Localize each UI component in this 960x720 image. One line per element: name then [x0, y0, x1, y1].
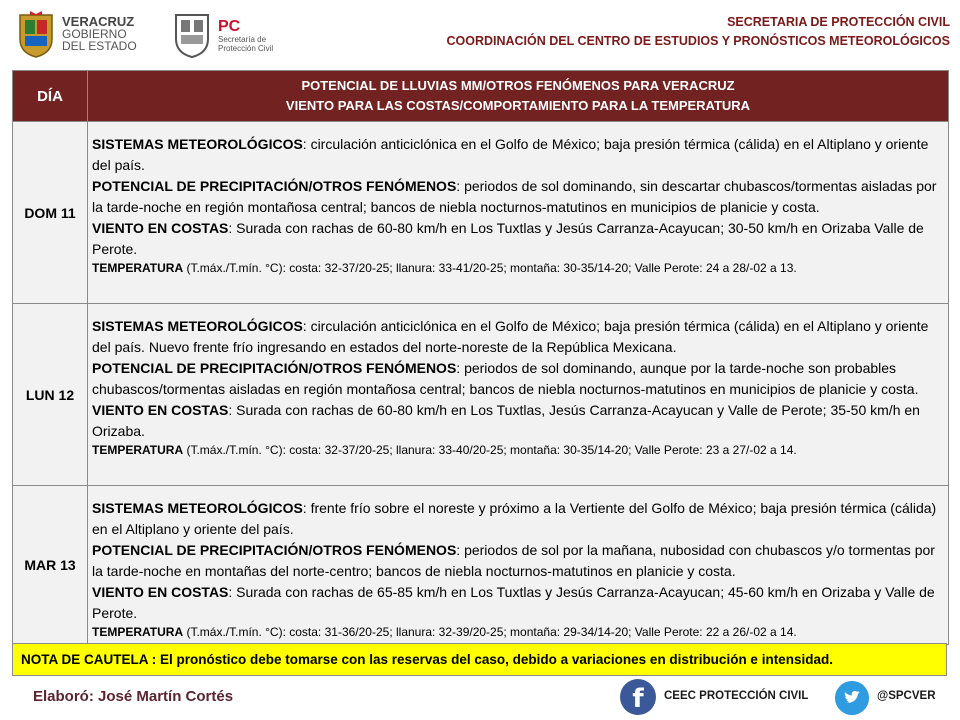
- forecast-cell: [88, 486, 949, 645]
- forecast-cell: [88, 304, 949, 486]
- department-line2: COORDINACIÓN DEL CENTRO DE ESTUDIOS Y PRONÓSTICOS METEOROLÓGICOS: [446, 34, 950, 48]
- label-wind: VIENTO EN COSTAS: [92, 584, 229, 600]
- department-line1: SECRETARIA DE PROTECCIÓN CIVIL: [727, 15, 950, 29]
- label-temp: TEMPERATURA: [92, 625, 184, 639]
- precip-text: : periodos de sol dominando, sin descartar chubascos/tormentas aisladas por la tarde-noche en región montañosa central; bancos de niebla nocturnos-matutinos en municipios de planicie y costa.: [92, 178, 937, 215]
- title-line2: VIENTO PARA LAS COSTAS/COMPORTAMIENTO PARA LA TEMPERATURA: [285, 98, 751, 113]
- label-wind: VIENTO EN COSTAS: [92, 220, 229, 236]
- logo-state-name: VERACRUZ: [62, 14, 135, 29]
- label-precip: POTENCIAL DE PRECIPITACIÓN/OTROS FENÓMENOS: [92, 542, 457, 558]
- author-credit: Elaboró: José Martín Cortés: [33, 688, 234, 705]
- title-line1: POTENCIAL DE LLUVIAS MM/OTROS FENÓMENOS PARA VERACRUZ: [301, 78, 735, 93]
- pc-logo: [172, 10, 292, 60]
- label-precip: POTENCIAL DE PRECIPITACIÓN/OTROS FENÓMENOS: [92, 178, 457, 194]
- label-precip: POTENCIAL DE PRECIPITACIÓN/OTROS FENÓMENOS: [92, 360, 457, 376]
- wind-text: : Surada con rachas de 60-80 km/h en Los Tuxtlas y Jesús Carranza-Acayucan; 30-50 km/h en Orizaba Valle de Perote.: [92, 220, 924, 257]
- label-temp: TEMPERATURA: [92, 443, 184, 457]
- day-cell: LUN 12: [13, 304, 88, 486]
- veracruz-shield-icon: [16, 9, 56, 59]
- pc-shield-icon: [172, 11, 212, 59]
- day-cell: MAR 13: [13, 486, 88, 645]
- temp-text: (T.máx./T.mín. °C): costa: 32-37/20-25; llanura: 33-40/20-25; montaña: 30-35/14-20; Valle Perote: 23 a 27/-02 a 14.: [183, 443, 797, 457]
- column-header-title: [88, 71, 949, 122]
- facebook-icon[interactable]: f: [620, 679, 656, 715]
- table-row: [13, 304, 949, 486]
- table-row: [13, 486, 949, 645]
- temp-text: (T.máx./T.mín. °C): costa: 31-36/20-25; llanura: 32-39/20-25; montaña: 29-34/14-20; Valle Perote: 22 a 26/-02 a 14.: [183, 625, 797, 639]
- precip-text: : periodos de sol por la mañana, nubosidad con chubascos y/o tormentas por la tarde-noche en montañas del norte-centro; bancos de niebla nocturnos-matutinos en planicie y costa.: [92, 542, 935, 579]
- wind-text: : Surada con rachas de 65-85 km/h en Los Tuxtlas y Jesús Carranza-Acayucan; 45-60 km/h en Orizaba y Valle de Perote.: [92, 584, 935, 621]
- label-systems: SISTEMAS METEOROLÓGICOS: [92, 136, 303, 152]
- label-systems: SISTEMAS METEOROLÓGICOS: [92, 318, 303, 334]
- label-systems: SISTEMAS METEOROLÓGICOS: [92, 500, 303, 516]
- day-cell: DOM 11: [13, 122, 88, 304]
- department-title: [446, 13, 950, 51]
- forecast-table: [12, 70, 949, 645]
- page-header: [0, 0, 960, 68]
- forecast-cell: [88, 122, 949, 304]
- table-header-row: [13, 71, 949, 122]
- twitter-icon[interactable]: [835, 681, 869, 715]
- temp-text: (T.máx./T.mín. °C): costa: 32-37/20-25; llanura: 33-41/20-25; montaña: 30-35/14-20; Valle Perote: 24 a 28/-02 a 13.: [183, 261, 797, 275]
- systems-text: : circulación anticiclónica en el Golfo de México; baja presión térmica (cálida) en el Altiplano y oriente del país. Nuevo frente frío ingresando en estados del norte-noreste de la República Mexicana.: [92, 318, 929, 355]
- systems-text: : frente frío sobre el noreste y próximo a la Vertiente del Golfo de México; baja presión térmica (cálida) en el Altiplano y oriente del país.: [92, 500, 937, 537]
- veracruz-logo: [16, 8, 166, 60]
- precip-text: : periodos de sol dominando, aunque por la tarde-noche son probables chubascos/tormentas aisladas en región montañosa central; bancos de niebla nocturnos-matutinos en municipios de planicie y costa.: [92, 360, 919, 397]
- caution-note: NOTA DE CAUTELA : El pronóstico debe tomarse con las reservas del caso, debido a variaciones en distribución e intensidad.: [12, 643, 947, 676]
- pc-acronym: PC: [218, 17, 241, 35]
- label-wind: VIENTO EN COSTAS: [92, 402, 229, 418]
- column-header-day: DÍA: [13, 71, 88, 122]
- logo-line2: GOBIERNO: [62, 27, 127, 41]
- pc-line1: Secretaría de: [218, 34, 267, 44]
- table-row: [13, 122, 949, 304]
- twitter-handle[interactable]: @SPCVER: [877, 690, 936, 702]
- label-temp: TEMPERATURA: [92, 261, 184, 275]
- facebook-link[interactable]: CEEC PROTECCIÓN CIVIL: [664, 690, 809, 702]
- logo-line3: DEL ESTADO: [62, 39, 137, 53]
- pc-line2: Protección Civil: [218, 43, 274, 53]
- systems-text: : circulación anticiclónica en el Golfo de México; baja presión térmica (cálida) en el Altiplano y oriente del país.: [92, 136, 929, 173]
- wind-text: : Surada con rachas de 60-80 km/h en Los Tuxtlas, Jesús Carranza-Acayucan y Valle de Perote; 35-50 km/h en Orizaba.: [92, 402, 920, 439]
